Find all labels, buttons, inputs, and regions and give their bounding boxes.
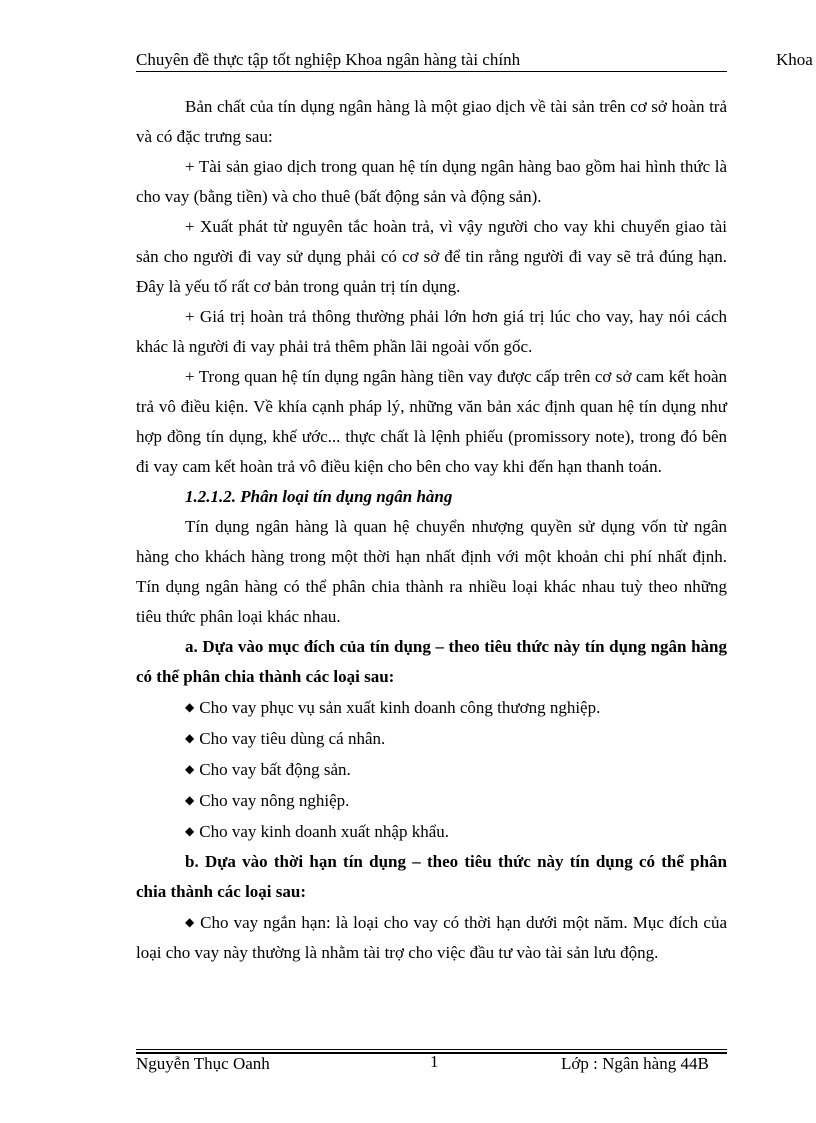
- paragraph-unconditional-commitment: + Trong quan hệ tín dụng ngân hàng tiền vay được cấp trên cơ sở cam kết hoàn trả vô điều kiện. Về khía cạnh pháp lý, những văn bản xác định quan hệ tín dụng như hợp đồng tín dụng, khế ước... thực chất là lệnh phiếu (promissory note), trong đó bên đi vay cam kết hoàn trả vô điều kiện cho bên cho vay khi đến hạn thanh toán.: [136, 367, 727, 476]
- page-number: 1: [430, 1052, 439, 1071]
- list-item: [136, 723, 727, 754]
- header-divider: [136, 71, 727, 72]
- footer-divider: [136, 1049, 727, 1050]
- list-item: [136, 907, 727, 968]
- subheading-term: b. Dựa vào thời hạn tín dụng – theo tiêu thức này tín dụng có thể phân chia thành các loại sau:: [136, 852, 727, 901]
- paragraph-repayment-principle: + Xuất phát từ nguyên tắc hoàn trả, vì vậy người cho vay khi chuyển giao tài sản cho người đi vay sử dụng phải có cơ sở để tin rằng người đi vay sẽ trả đúng hạn. Đây là yếu tố rất cơ bản trong quản trị tín dụng.: [136, 217, 727, 296]
- subheading-purpose: a. Dựa vào mục đích của tín dụng – theo tiêu thức này tín dụng ngân hàng có thể phân chia thành các loại sau:: [136, 637, 727, 686]
- diamond-bullet-icon: ◆: [185, 915, 196, 929]
- list-item: [136, 785, 727, 816]
- list-item: [136, 816, 727, 847]
- header-title: Chuyên đề thực tập tốt nghiệp Khoa ngân hàng tài chính: [136, 50, 521, 69]
- list-item-text: Cho vay ngắn hạn: là loại cho vay có thời hạn dưới một năm. Mục đích của loại cho vay này thường là nhằm tài trợ cho việc đầu tư vào tài sản lưu động.: [136, 913, 727, 962]
- paragraph-asset-forms: + Tài sản giao dịch trong quan hệ tín dụng ngân hàng bao gồm hai hình thức là cho vay (bằng tiền) và cho thuê (bất động sản và động sản).: [136, 157, 727, 206]
- diamond-bullet-icon: ◆: [185, 731, 195, 745]
- footer-author: Nguyễn Thục Oanh: [136, 1054, 270, 1073]
- list-item-text: Cho vay tiêu dùng cá nhân.: [199, 729, 386, 748]
- diamond-bullet-icon: ◆: [185, 700, 195, 714]
- list-item-text: Cho vay kinh doanh xuất nhập khẩu.: [199, 822, 449, 841]
- paragraph-repayment-value: + Giá trị hoàn trả thông thường phải lớn hơn giá trị lúc cho vay, hay nói cách khác là người đi vay phải trả thêm phần lãi ngoài vốn gốc.: [136, 307, 727, 356]
- list-item-text: Cho vay nông nghiệp.: [199, 791, 350, 810]
- header-right-text: Khoa: [776, 50, 813, 69]
- list-item: [136, 692, 727, 723]
- document-body: [136, 92, 727, 968]
- section-heading: 1.2.1.2. Phân loại tín dụng ngân hàng: [185, 487, 453, 506]
- diamond-bullet-icon: ◆: [185, 824, 195, 838]
- diamond-bullet-icon: ◆: [185, 762, 195, 776]
- list-item-text: Cho vay phục vụ sản xuất kinh doanh công thương nghiệp.: [199, 698, 601, 717]
- paragraph-intro: Bản chất của tín dụng ngân hàng là một giao dịch về tài sản trên cơ sở hoàn trả và có đặc trưng sau:: [136, 97, 727, 146]
- list-item: [136, 754, 727, 785]
- diamond-bullet-icon: ◆: [185, 793, 195, 807]
- paragraph-classification: Tín dụng ngân hàng là quan hệ chuyển nhượng quyền sử dụng vốn từ ngân hàng cho khách hàng trong một thời hạn nhất định với một khoản chi phí nhất định. Tín dụng ngân hàng có thể phân chia thành ra nhiều loại khác nhau tuỳ theo những tiêu thức phân loại khác nhau.: [136, 517, 727, 626]
- footer-class: Lớp : Ngân hàng 44B: [561, 1054, 709, 1073]
- list-item-text: Cho vay bất động sản.: [199, 760, 351, 779]
